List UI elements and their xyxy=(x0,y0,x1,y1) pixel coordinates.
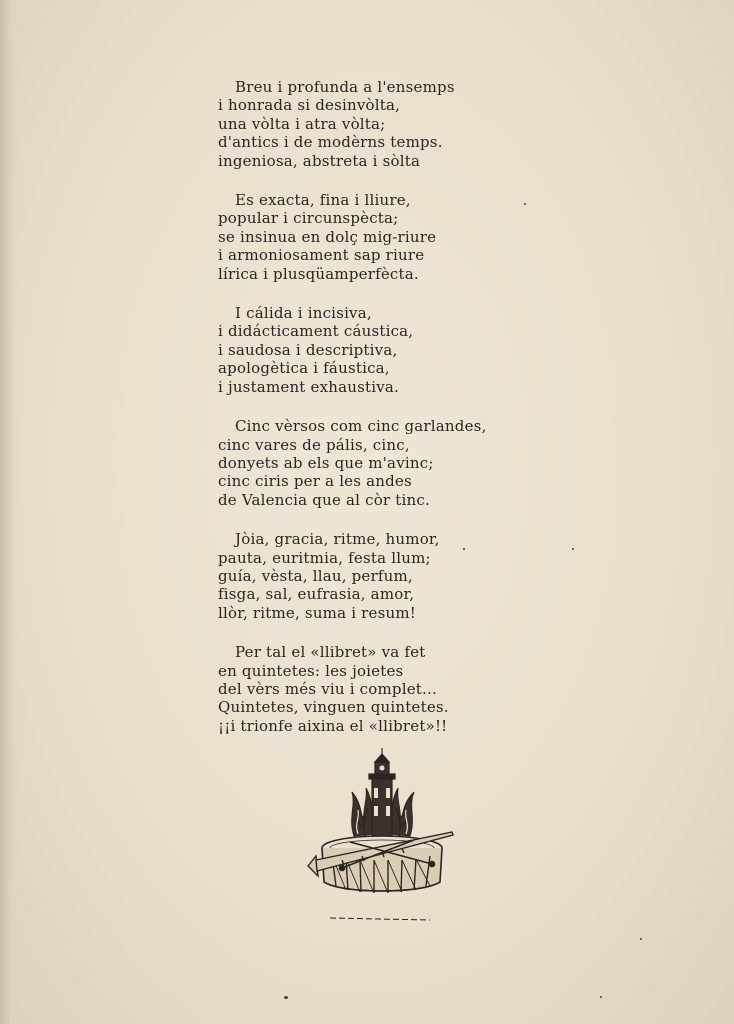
poem-stanza xyxy=(218,191,538,283)
poem-line: Quintetes, vinguen quintetes. xyxy=(218,698,449,717)
poem-line: una vòlta i atra vòlta; xyxy=(218,114,386,133)
poem-line: ¡¡i trionfe aixina el «llibret»!! xyxy=(218,716,448,735)
tower-drum-trumpet-emblem-icon xyxy=(302,748,462,928)
poem-line: i didácticament cáustica, xyxy=(218,322,414,341)
poem-line: Cinc vèrsos com cinc garlandes, xyxy=(235,417,487,436)
poem-line: se insinua en dolç mig-riure xyxy=(218,227,437,246)
poem-line: Es exacta, fina i lliure, xyxy=(235,191,411,210)
poem-stanza xyxy=(218,643,538,735)
poem-line: llòr, ritme, suma i resum! xyxy=(218,603,417,622)
poem-line: fisga, sal, eufrasia, amor, xyxy=(218,585,415,604)
paper-speck xyxy=(463,548,465,550)
poem-line: Jòia, gracia, ritme, humor, xyxy=(235,530,440,549)
poem-line: popular i circunspècta; xyxy=(218,209,399,228)
poem-line: en quintetes: les joietes xyxy=(218,661,404,680)
poem-line: cinc vares de pális, cinc, xyxy=(218,435,410,454)
poem-line: ingeniosa, abstreta i sòlta xyxy=(218,151,421,170)
poem-line: Per tal el «llibret» va fet xyxy=(235,643,426,662)
poem-line: apologètica i fáustica, xyxy=(218,359,390,378)
spine-shadow xyxy=(0,0,18,1024)
poem-line: guía, vèsta, llau, perfum, xyxy=(218,566,413,585)
poem-stanza xyxy=(218,304,538,396)
paper-speck xyxy=(524,203,526,205)
poem-line: d'antics i de modèrns temps. xyxy=(218,133,443,152)
poem xyxy=(218,78,538,756)
poem-stanza xyxy=(218,417,538,509)
poem-line: del vèrs més viu i complet... xyxy=(218,679,437,698)
poem-stanza xyxy=(218,78,538,170)
poem-line: i saudosa i descriptiva, xyxy=(218,340,398,359)
poem-line: lírica i plusqüamperfècta. xyxy=(218,264,419,283)
poem-line: donyets ab els que m'avinc; xyxy=(218,453,434,472)
paper-speck xyxy=(640,938,642,940)
poem-line: Breu i profunda a l'ensemps xyxy=(235,78,455,96)
poem-stanza xyxy=(218,530,538,622)
poem-line: i honrada si desinvòlta, xyxy=(218,96,401,115)
paper-speck xyxy=(600,996,602,998)
poem-line: de Valencia que al còr tinc. xyxy=(218,490,430,509)
paper-speck xyxy=(572,548,574,550)
poem-line: cinc ciris per a les andes xyxy=(218,472,412,491)
poem-line: i justament exhaustiva. xyxy=(218,377,400,396)
paper-speck xyxy=(284,996,288,999)
poem-line: i armoniosament sap riure xyxy=(218,246,425,265)
poem-line: pauta, euritmia, festa llum; xyxy=(218,548,431,567)
poem-line: I cálida i incisiva, xyxy=(235,304,372,323)
